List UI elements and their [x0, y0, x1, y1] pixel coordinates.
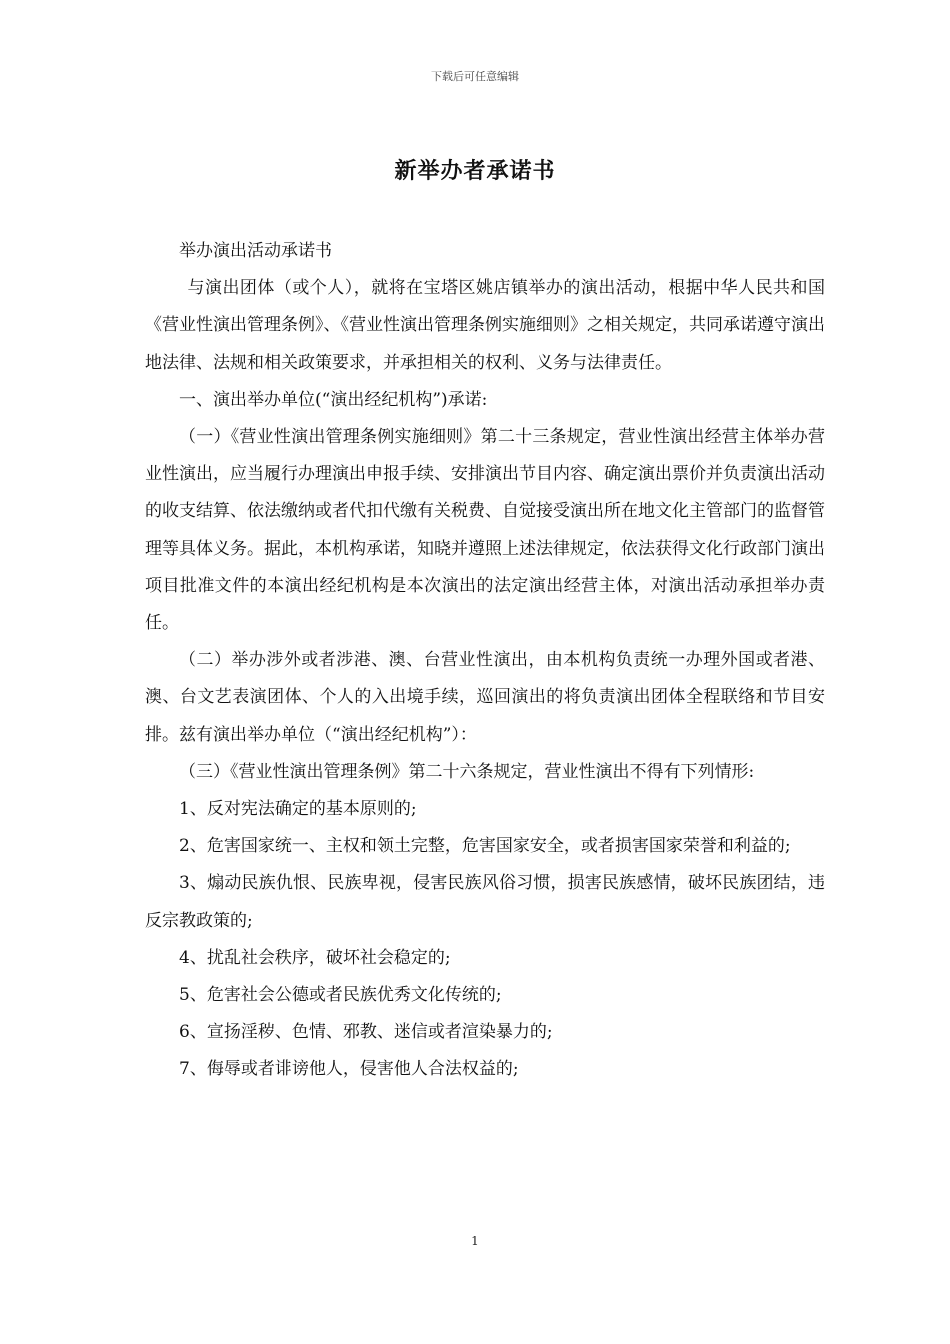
- list-item: 1、反对宪法确定的基本原则的;: [179, 799, 417, 820]
- clause-paragraph: （二）举办涉外或者涉港、澳、台营业性演出，由本机构负责统一办理外国或者港、澳、台文艺表演团体、个人的入出境手续，巡回演出的将负责演出团体全程联络和节目安排。兹有演出举办单位（“演出经纪机构”）：: [145, 650, 825, 745]
- clause-paragraph: （三）《营业性演出管理条例》第二十六条规定，营业性演出不得有下列情形:: [179, 761, 755, 782]
- list-item: 7、侮辱或者诽谤他人，侵害他人合法权益的;: [179, 1059, 519, 1080]
- list-item: 5、危害社会公德或者民族优秀文化传统的;: [179, 985, 502, 1006]
- document-title: 新举办者承诺书: [394, 159, 556, 184]
- document-body: [145, 233, 825, 1089]
- subtitle-paragraph: 举办演出活动承诺书: [179, 241, 332, 261]
- list-item: 4、扰乱社会秩序，破坏社会稳定的;: [179, 947, 451, 968]
- list-item: 3、煽动民族仇恨、民族卑视，侵害民族风俗习惯，损害民族感情，破坏民族团结，违反宗教政策的;: [145, 873, 825, 931]
- section-heading: 一、演出举办单位(“演出经纪机构”)承诺:: [179, 389, 488, 410]
- list-item: 6、宣扬淫秽、色情、邪教、迷信或者渲染暴力的;: [179, 1022, 553, 1043]
- intro-paragraph: 与演出团体（或个人），就将在宝塔区姚店镇举办的演出活动，根据中华人民共和国《营业性演出管理条例》、《营业性演出管理条例实施细则》之相关规定，共同承诺遵守演出地法律、法规和相关政策要求，并承担相关的权利、义务与法律责任。: [145, 278, 825, 373]
- list-item: 2、危害国家统一、主权和领土完整，危害国家安全，或者损害国家荣誉和利益的;: [179, 836, 791, 857]
- header-note: 下载后可任意编辑: [431, 70, 519, 83]
- clause-paragraph: （一）《营业性演出管理条例实施细则》第二十三条规定，营业性演出经营主体举办营业性演出，应当履行办理演出申报手续、安排演出节目内容、确定演出票价并负责演出活动的收支结算、依法缴纳或者代扣代缴有关税费、自觉接受演出所在地文化主管部门的监督管理等具体义务。据此，本机构承诺，知晓并遵照上述法律规定，依法获得文化行政部门演出项目批准文件的本演出经纪机构是本次演出的法定演出经营主体，对演出活动承担举办责任。: [145, 427, 825, 634]
- page-number: 1: [471, 1234, 479, 1248]
